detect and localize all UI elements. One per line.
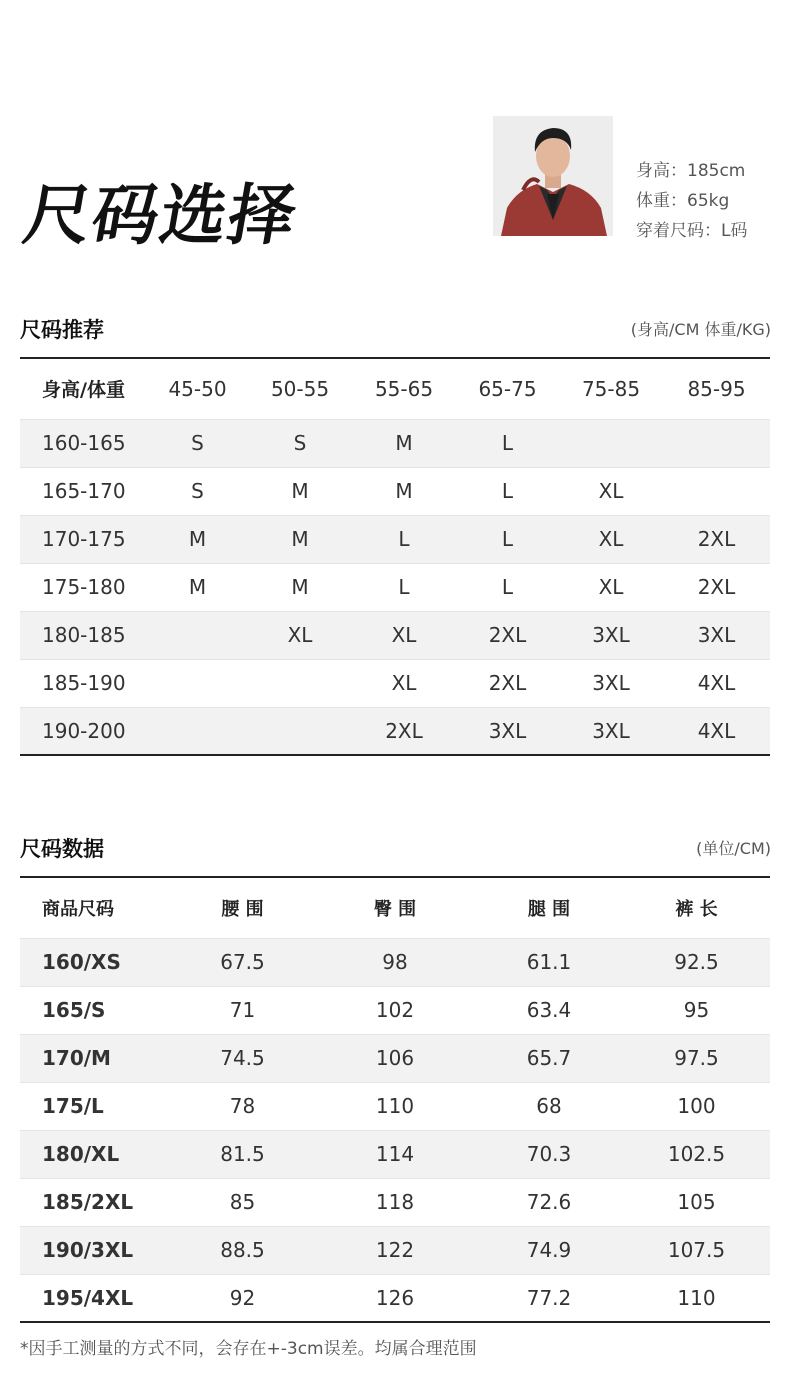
row-label-cell: 190-200 [20, 707, 147, 755]
header-cell: 75-85 [581, 376, 641, 401]
size-recommend-table [20, 357, 770, 756]
header-cell: 85-95 [687, 376, 746, 401]
sizedata-unit: (单位/CM) [696, 839, 771, 858]
table-cell: 2XL [663, 563, 770, 611]
page-title: 尺码选择 [18, 177, 304, 254]
row-label-cell: 195/4XL [20, 1274, 170, 1322]
table-header-row [20, 877, 770, 938]
table-cell: 102 [315, 986, 475, 1034]
table-cell: 68 [475, 1082, 623, 1130]
row-label-cell: 175-180 [20, 563, 147, 611]
table-row [20, 938, 770, 986]
table-cell: M [352, 419, 456, 467]
table-cell [147, 611, 248, 659]
table-cell: XL [352, 611, 456, 659]
table-cell: 2XL [663, 515, 770, 563]
table-cell [147, 707, 248, 755]
table-cell: XL [248, 611, 352, 659]
table-cell: S [147, 419, 248, 467]
table-cell: L [456, 515, 559, 563]
table-cell: 92 [170, 1274, 315, 1322]
table-cell: M [248, 563, 352, 611]
table-cell: 88.5 [170, 1226, 315, 1274]
table-cell: L [456, 563, 559, 611]
model-info [636, 156, 747, 246]
row-label-cell: 175/L [20, 1082, 170, 1130]
table-cell: S [147, 467, 248, 515]
row-label-cell: 190/3XL [20, 1226, 170, 1274]
table-cell: 106 [315, 1034, 475, 1082]
table-cell: 74.5 [170, 1034, 315, 1082]
table-cell: 97.5 [623, 1034, 770, 1082]
table-cell: L [352, 563, 456, 611]
table-row [20, 1274, 770, 1322]
table-cell: 72.6 [475, 1178, 623, 1226]
table-cell: L [456, 419, 559, 467]
table-cell [248, 659, 352, 707]
header-cell: 身高/体重 [42, 379, 125, 402]
table-row [20, 419, 770, 467]
model-size: 穿着尺码：L码 [636, 221, 748, 241]
table-cell: 107.5 [623, 1226, 770, 1274]
table-cell: 2XL [352, 707, 456, 755]
table-cell: 78 [170, 1082, 315, 1130]
table-row [20, 659, 770, 707]
size-data-table [20, 876, 770, 1323]
table-cell: 65.7 [475, 1034, 623, 1082]
header-cell: 商品尺码 [42, 898, 114, 920]
table-cell: S [248, 419, 352, 467]
header-cell: 裤 长 [675, 898, 718, 920]
table-cell: 81.5 [170, 1130, 315, 1178]
table-cell: 122 [315, 1226, 475, 1274]
table-cell: 70.3 [475, 1130, 623, 1178]
table-row [20, 707, 770, 755]
row-label-cell: 170/M [20, 1034, 170, 1082]
table-cell: 71 [170, 986, 315, 1034]
table-cell: XL [352, 659, 456, 707]
table-cell: 110 [623, 1274, 770, 1322]
model-weight: 体重：65kg [636, 191, 730, 211]
table-row [20, 1226, 770, 1274]
table-row [20, 1034, 770, 1082]
header-cell: 65-75 [478, 376, 537, 401]
recommend-title: 尺码推荐 [20, 318, 104, 342]
table-row [20, 986, 770, 1034]
table-row [20, 611, 770, 659]
table-cell [147, 659, 248, 707]
row-label-cell: 185-190 [20, 659, 147, 707]
table-cell [663, 419, 770, 467]
header-cell: 臀 围 [373, 898, 417, 920]
table-cell: L [352, 515, 456, 563]
table-cell [559, 419, 663, 467]
table-cell: XL [559, 467, 663, 515]
table-row [20, 563, 770, 611]
table-cell: 100 [623, 1082, 770, 1130]
table-cell: 63.4 [475, 986, 623, 1034]
table-cell: L [456, 467, 559, 515]
model-height: 身高：185cm [636, 161, 746, 181]
row-label-cell: 160-165 [20, 419, 147, 467]
table-cell [663, 467, 770, 515]
row-label-cell: 170-175 [20, 515, 147, 563]
row-label-cell: 165-170 [20, 467, 147, 515]
table-cell: 126 [315, 1274, 475, 1322]
table-cell: M [352, 467, 456, 515]
table-cell: M [248, 467, 352, 515]
table-cell: 98 [315, 938, 475, 986]
table-cell: 67.5 [170, 938, 315, 986]
table-cell: 77.2 [475, 1274, 623, 1322]
table-cell: 85 [170, 1178, 315, 1226]
row-label-cell: 180-185 [20, 611, 147, 659]
recommend-unit: (身高/CM 体重/KG) [630, 320, 771, 339]
header-cell: 腿 围 [527, 898, 571, 920]
header-cell: 腰 围 [221, 898, 264, 920]
table-cell: 2XL [456, 659, 559, 707]
table-header-row [20, 358, 770, 419]
table-row [20, 515, 770, 563]
table-cell: M [248, 515, 352, 563]
table-cell: 3XL [559, 611, 663, 659]
table-cell: 2XL [456, 611, 559, 659]
table-cell: 3XL [559, 659, 663, 707]
table-cell: 105 [623, 1178, 770, 1226]
table-row [20, 1082, 770, 1130]
table-cell: 4XL [663, 707, 770, 755]
table-cell: XL [559, 515, 663, 563]
row-label-cell: 185/2XL [20, 1178, 170, 1226]
header-cell: 50-55 [270, 376, 330, 401]
table-row [20, 1178, 770, 1226]
table-cell: 92.5 [623, 938, 770, 986]
table-cell: 95 [623, 986, 770, 1034]
table-cell [248, 707, 352, 755]
table-row [20, 467, 770, 515]
table-cell: 3XL [663, 611, 770, 659]
table-cell: 3XL [456, 707, 559, 755]
table-cell: XL [559, 563, 663, 611]
table-cell: 114 [315, 1130, 475, 1178]
row-label-cell: 160/XS [20, 938, 170, 986]
table-cell: 4XL [663, 659, 770, 707]
table-cell: 3XL [559, 707, 663, 755]
header-cell: 55-65 [374, 376, 434, 401]
footnote: *因手工测量的方式不同，会存在+-3cm误差。均属合理范围 [20, 1339, 477, 1359]
table-cell: 118 [315, 1178, 475, 1226]
table-cell: 61.1 [475, 938, 623, 986]
table-cell: M [147, 563, 248, 611]
sizedata-title: 尺码数据 [20, 837, 104, 861]
table-cell: 102.5 [623, 1130, 770, 1178]
table-cell: 110 [315, 1082, 475, 1130]
header-cell: 45-50 [168, 376, 227, 401]
model-photo [493, 116, 613, 236]
row-label-cell: 180/XL [20, 1130, 170, 1178]
table-cell: M [147, 515, 248, 563]
table-row [20, 1130, 770, 1178]
table-cell: 74.9 [475, 1226, 623, 1274]
row-label-cell: 165/S [20, 986, 170, 1034]
